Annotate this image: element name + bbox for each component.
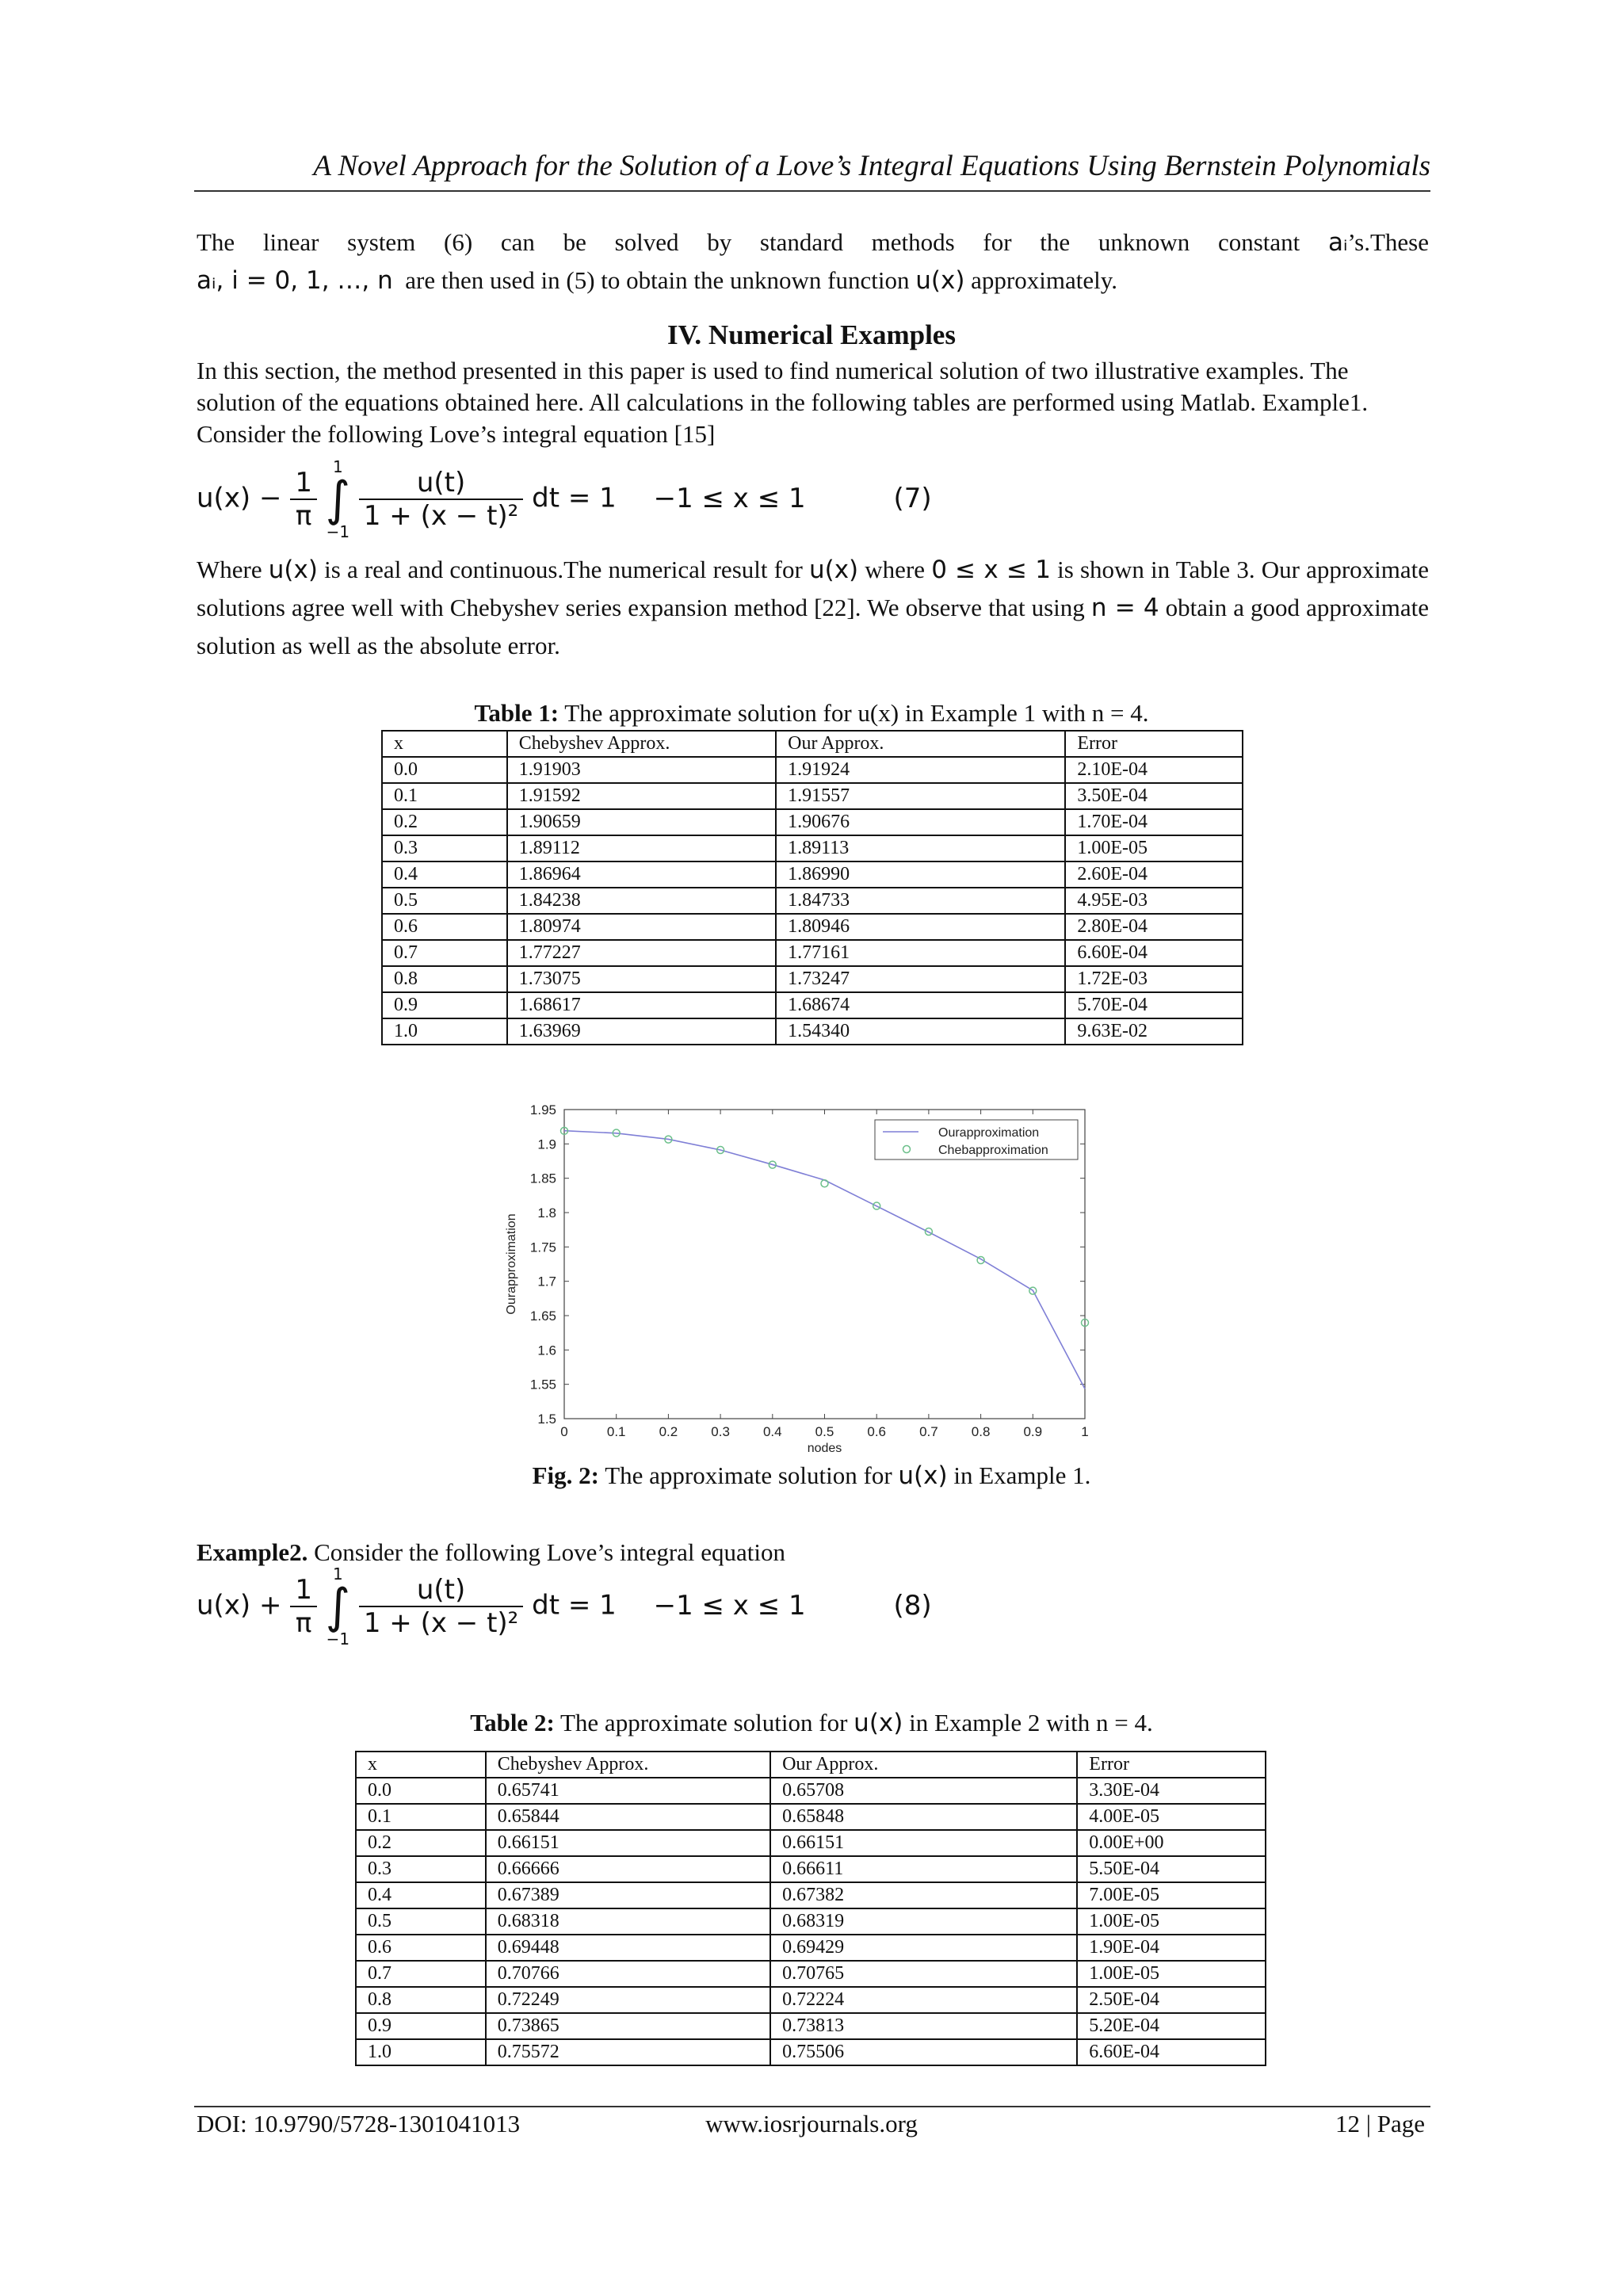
table2-header-cell: x (356, 1752, 486, 1778)
table2-cell: 1.90E-04 (1077, 1935, 1266, 1961)
table2-cell: 0.66151 (770, 1830, 1077, 1856)
eq7-coef-num: 1 (290, 467, 317, 500)
table1-caption (0, 699, 1623, 728)
eq8-label: (8) (893, 1589, 932, 1622)
where-text-2: is a real and continuous.The numerical result for (324, 556, 803, 583)
header-rule (194, 190, 1430, 192)
section-title: IV. Numerical Examples (667, 319, 956, 350)
table1-cell: 1.84733 (776, 888, 1065, 914)
symbol-ux: u(x) (915, 266, 965, 295)
y-tick-label: 1.65 (529, 1308, 556, 1324)
table1-row (382, 1018, 1243, 1045)
table2-row (356, 1961, 1266, 1987)
eq7-integrand-den: 1 + (x − t)² (363, 500, 519, 532)
table1-cell: 4.95E-03 (1065, 888, 1243, 914)
table2-cell: 0.69448 (486, 1935, 770, 1961)
table2-cell: 3.30E-04 (1077, 1778, 1266, 1804)
section-paragraph: In this section, the method presented in this paper is used to find numerical solution of two illustrative examples. The solution of the equations obtained here. All calculations in the following tables are performed using Matlab. Example1. Consider the following Love’s integral equation [15] (197, 357, 1369, 448)
table1-row (382, 861, 1243, 888)
table1-cell: 1.72E-03 (1065, 966, 1243, 992)
table1-cell: 0.3 (382, 835, 507, 861)
intro-text-1: The linear system (6) can be solved by standard methods for the unknown constant (197, 228, 1300, 256)
table2-header-cell: Error (1077, 1752, 1266, 1778)
y-axis-label: Ourapproximation (505, 1213, 518, 1315)
x-tick-label: 0.9 (1023, 1424, 1043, 1439)
where-paragraph (197, 551, 1429, 665)
table1-cell: 1.86990 (776, 861, 1065, 888)
table2-cell: 0.72249 (486, 1987, 770, 2013)
eq7-label: (7) (893, 482, 932, 514)
fig2-caption-text-1: The approximate solution for (605, 1461, 892, 1489)
table2-cell: 0.9 (356, 2013, 486, 2039)
x-tick-label: 0.2 (659, 1424, 678, 1439)
table2-row (356, 2039, 1266, 2065)
eq8-integrand-num: u(t) (359, 1574, 523, 1607)
table2-cell: 0.8 (356, 1987, 486, 2013)
symbol-ai-range: aᵢ, i = 0, 1, …, n (197, 266, 393, 295)
table2-cell: 4.00E-05 (1077, 1804, 1266, 1830)
eq8-rhs: dt = 1 (532, 1589, 617, 1622)
table2-header-cell: Chebyshev Approx. (486, 1752, 770, 1778)
where-text-5: obtain a good approximate solution as well as the absolute error. (197, 594, 1430, 659)
eq8-integrand-den: 1 + (x − t)² (363, 1607, 519, 1639)
equation-8 (197, 1565, 932, 1648)
eq7-domain: −1 ≤ x ≤ 1 (653, 482, 806, 514)
legend-label: Ourapproximation (938, 1126, 1040, 1140)
eq8-coef-den: π (295, 1607, 312, 1639)
table1-cell: 3.50E-04 (1065, 783, 1243, 809)
table1-cell: 0.0 (382, 757, 507, 783)
table2-cell: 1.00E-05 (1077, 1908, 1266, 1935)
table1-cell: 1.91557 (776, 783, 1065, 809)
equation-7 (197, 458, 932, 541)
symbol-ux: u(x) (808, 556, 859, 584)
table2-cell: 0.73865 (486, 2013, 770, 2039)
table2-cell: 0.65741 (486, 1778, 770, 1804)
table2-header-row (356, 1752, 1266, 1778)
table1-cell: 9.63E-02 (1065, 1018, 1243, 1045)
table2-cell: 0.6 (356, 1935, 486, 1961)
y-tick-label: 1.5 (537, 1412, 556, 1427)
table2-row (356, 1856, 1266, 1882)
table1-cell: 2.60E-04 (1065, 861, 1243, 888)
table1-cell: 0.2 (382, 809, 507, 835)
table2-cell: 0.00E+00 (1077, 1830, 1266, 1856)
eq7-coef-den: π (295, 500, 312, 532)
table2-cell: 7.00E-05 (1077, 1882, 1266, 1908)
eq8-integrand (359, 1574, 523, 1639)
table1-row (382, 757, 1243, 783)
x-tick-label: 0.5 (815, 1424, 834, 1439)
integral-sign-icon: ∫ (325, 1579, 351, 1634)
table2-cell: 0.65708 (770, 1778, 1077, 1804)
table2-cell: 0.73813 (770, 2013, 1077, 2039)
table2-row (356, 1830, 1266, 1856)
table2-cell: 0.67382 (770, 1882, 1077, 1908)
table2-cell: 1.00E-05 (1077, 1961, 1266, 1987)
table1-cell: 0.4 (382, 861, 507, 888)
eq8-domain: −1 ≤ x ≤ 1 (653, 1589, 806, 1622)
table1-cell: 6.60E-04 (1065, 940, 1243, 966)
table1-cell: 1.54340 (776, 1018, 1065, 1045)
table1-cell: 1.91592 (507, 783, 776, 809)
series-point-chebapproximation (821, 1180, 828, 1187)
table1-cell: 1.91903 (507, 757, 776, 783)
table1-cell: 0.7 (382, 940, 507, 966)
y-tick-label: 1.55 (529, 1377, 556, 1392)
table1-cell: 1.84238 (507, 888, 776, 914)
table1-cell: 0.5 (382, 888, 507, 914)
table2-row (356, 1987, 1266, 2013)
table1-cell: 1.77161 (776, 940, 1065, 966)
x-tick-label: 1 (1081, 1424, 1089, 1439)
table2-cell: 0.3 (356, 1856, 486, 1882)
footer-rule (194, 2106, 1430, 2107)
table1-header-cell: x (382, 731, 507, 757)
y-tick-label: 1.7 (537, 1274, 556, 1289)
symbol-ux: u(x) (898, 1461, 948, 1490)
symbol-range: 0 ≤ x ≤ 1 (931, 556, 1051, 584)
intro-text-4: approximately. (971, 266, 1117, 294)
eq7-upper-limit: 1 (333, 457, 343, 476)
table1-row (382, 888, 1243, 914)
table2-cell: 0.66611 (770, 1856, 1077, 1882)
table1-header-cell: Error (1065, 731, 1243, 757)
table2-cell: 0.1 (356, 1804, 486, 1830)
table1-cell: 1.90676 (776, 809, 1065, 835)
fig2-caption-text-2: in Example 1. (953, 1461, 1091, 1489)
example2-label: Example2. (197, 1538, 308, 1566)
eq7-integral (326, 458, 350, 541)
table1-cell: 2.10E-04 (1065, 757, 1243, 783)
table1-cell: 1.68617 (507, 992, 776, 1018)
table2-row (356, 1908, 1266, 1935)
series-line-ourapproximation (564, 1131, 1085, 1389)
eq8-lower-limit: −1 (326, 1629, 350, 1648)
table2-row (356, 2013, 1266, 2039)
table1-cell: 1.80946 (776, 914, 1065, 940)
table1-cell: 1.0 (382, 1018, 507, 1045)
table2-cell: 2.50E-04 (1077, 1987, 1266, 2013)
table2-row (356, 1804, 1266, 1830)
where-text-1: Where (197, 556, 262, 583)
fig2-chart (0, 1090, 1623, 1454)
table2-cell: 0.75572 (486, 2039, 770, 2065)
eq7-rhs: dt = 1 (532, 482, 617, 514)
table1-header-cell: Our Approx. (776, 731, 1065, 757)
y-tick-label: 1.85 (529, 1171, 556, 1186)
x-tick-label: 0.1 (606, 1424, 626, 1439)
symbol-n4: n = 4 (1090, 594, 1159, 622)
eq8-upper-limit: 1 (333, 1564, 343, 1584)
table1-cell: 1.00E-05 (1065, 835, 1243, 861)
x-tick-label: 0.7 (919, 1424, 938, 1439)
table1-cell: 1.89113 (776, 835, 1065, 861)
running-head: A Novel Approach for the Solution of a Love’s Integral Equations Using Bernstein Polynomials (313, 150, 1430, 182)
table1-cell: 1.89112 (507, 835, 776, 861)
fig2-caption-label: Fig. 2: (532, 1461, 599, 1489)
table2-row (356, 1935, 1266, 1961)
table2-cell: 0.68318 (486, 1908, 770, 1935)
eq8-coef-num: 1 (290, 1574, 317, 1607)
y-tick-label: 1.8 (537, 1205, 556, 1221)
fig2-caption (0, 1461, 1623, 1490)
where-text-3: where (865, 556, 926, 583)
table2-cell: 0.2 (356, 1830, 486, 1856)
table1-cell: 1.86964 (507, 861, 776, 888)
table1-row (382, 966, 1243, 992)
table1-cell: 2.80E-04 (1065, 914, 1243, 940)
table1-cell: 1.77227 (507, 940, 776, 966)
table2-cell: 0.5 (356, 1908, 486, 1935)
table2-cell: 5.20E-04 (1077, 2013, 1266, 2039)
eq7-coefficient (290, 467, 317, 532)
intro-paragraph (197, 223, 1429, 300)
table-2 (355, 1751, 1266, 2066)
table1-cell: 1.63969 (507, 1018, 776, 1045)
integral-sign-icon: ∫ (325, 472, 351, 527)
table1-row (382, 914, 1243, 940)
table2-cell: 0.0 (356, 1778, 486, 1804)
table2-row (356, 1778, 1266, 1804)
table2-cell: 0.69429 (770, 1935, 1077, 1961)
table1-cell: 5.70E-04 (1065, 992, 1243, 1018)
table2-row (356, 1882, 1266, 1908)
table1-header-row (382, 731, 1243, 757)
table1-cell: 0.1 (382, 783, 507, 809)
table2-cell: 0.65844 (486, 1804, 770, 1830)
table2-cell: 0.65848 (770, 1804, 1077, 1830)
table2-cell: 0.70765 (770, 1961, 1077, 1987)
footer-doi: DOI: 10.9790/5728-1301041013 (197, 2110, 521, 2137)
intro-text-3: are then used in (5) to obtain the unknown function (405, 266, 910, 294)
table1-row (382, 992, 1243, 1018)
table2-cell: 5.50E-04 (1077, 1856, 1266, 1882)
table1-cell: 1.91924 (776, 757, 1065, 783)
table2-caption (0, 1709, 1623, 1737)
table-1 (381, 730, 1243, 1045)
table2-cell: 0.75506 (770, 2039, 1077, 2065)
table1-cell: 1.73247 (776, 966, 1065, 992)
legend-label: Chebapproximation (938, 1144, 1048, 1157)
table2-cell: 0.66151 (486, 1830, 770, 1856)
table2-cell: 1.0 (356, 2039, 486, 2065)
table2-cell: 0.72224 (770, 1987, 1077, 2013)
table2-caption-text-2: in Example 2 with n = 4. (909, 1709, 1153, 1736)
table2-cell: 6.60E-04 (1077, 2039, 1266, 2065)
footer-page: 12 | Page (1335, 2110, 1425, 2137)
table2-cell: 0.66666 (486, 1856, 770, 1882)
footer-site: www.iosrjournals.org (705, 2110, 918, 2137)
table1-row (382, 783, 1243, 809)
table1-cell: 1.90659 (507, 809, 776, 835)
x-tick-label: 0.6 (867, 1424, 887, 1439)
symbol-ux: u(x) (854, 1709, 903, 1737)
table2-cell: 0.67389 (486, 1882, 770, 1908)
y-tick-label: 1.6 (537, 1343, 556, 1358)
table1-cell: 1.68674 (776, 992, 1065, 1018)
table1-cell: 1.73075 (507, 966, 776, 992)
eq7-integrand-num: u(t) (359, 467, 523, 500)
symbol-ai: aᵢ (1328, 228, 1348, 257)
table1-caption-label: Table 1: (474, 699, 559, 727)
eq8-integral (326, 1565, 350, 1648)
example2-text: Consider the following Love’s integral equation (314, 1538, 786, 1566)
table1-row (382, 835, 1243, 861)
y-tick-label: 1.75 (529, 1240, 556, 1255)
table1-row (382, 809, 1243, 835)
symbol-ux: u(x) (268, 556, 318, 584)
table1-row (382, 940, 1243, 966)
eq8-lhs: u(x) + (197, 1589, 282, 1622)
y-tick-label: 1.9 (537, 1137, 556, 1152)
x-tick-label: 0.8 (971, 1424, 991, 1439)
where-text-4: is shown in Table 3. Our approximate solutions agree well with Chebyshev series expansion method [22]. We observe that using (197, 556, 1430, 621)
table2-cell: 0.4 (356, 1882, 486, 1908)
eq7-lhs: u(x) − (197, 482, 282, 514)
table2-caption-text-1: The approximate solution for (559, 1709, 848, 1736)
intro-text-2: ’s.These (1347, 228, 1429, 256)
table1-cell: 1.80974 (507, 914, 776, 940)
x-tick-label: 0.3 (711, 1424, 730, 1439)
table1-cell: 0.8 (382, 966, 507, 992)
eq7-lower-limit: −1 (326, 522, 350, 541)
table2-caption-label: Table 2: (470, 1709, 555, 1736)
x-tick-label: 0 (560, 1424, 568, 1439)
table1-cell: 0.6 (382, 914, 507, 940)
eq7-integrand (359, 467, 523, 532)
table1-cell: 0.9 (382, 992, 507, 1018)
x-tick-label: 0.4 (762, 1424, 782, 1439)
table2-header-cell: Our Approx. (770, 1752, 1077, 1778)
table2-cell: 0.70766 (486, 1961, 770, 1987)
table1-header-cell: Chebyshev Approx. (507, 731, 776, 757)
x-axis-label: nodes (807, 1442, 842, 1454)
y-tick-label: 1.95 (529, 1102, 556, 1117)
table2-cell: 0.7 (356, 1961, 486, 1987)
table2-cell: 0.68319 (770, 1908, 1077, 1935)
eq8-coefficient (290, 1574, 317, 1639)
table1-cell: 1.70E-04 (1065, 809, 1243, 835)
table1-caption-text: The approximate solution for u(x) in Example 1 with n = 4. (564, 699, 1149, 727)
